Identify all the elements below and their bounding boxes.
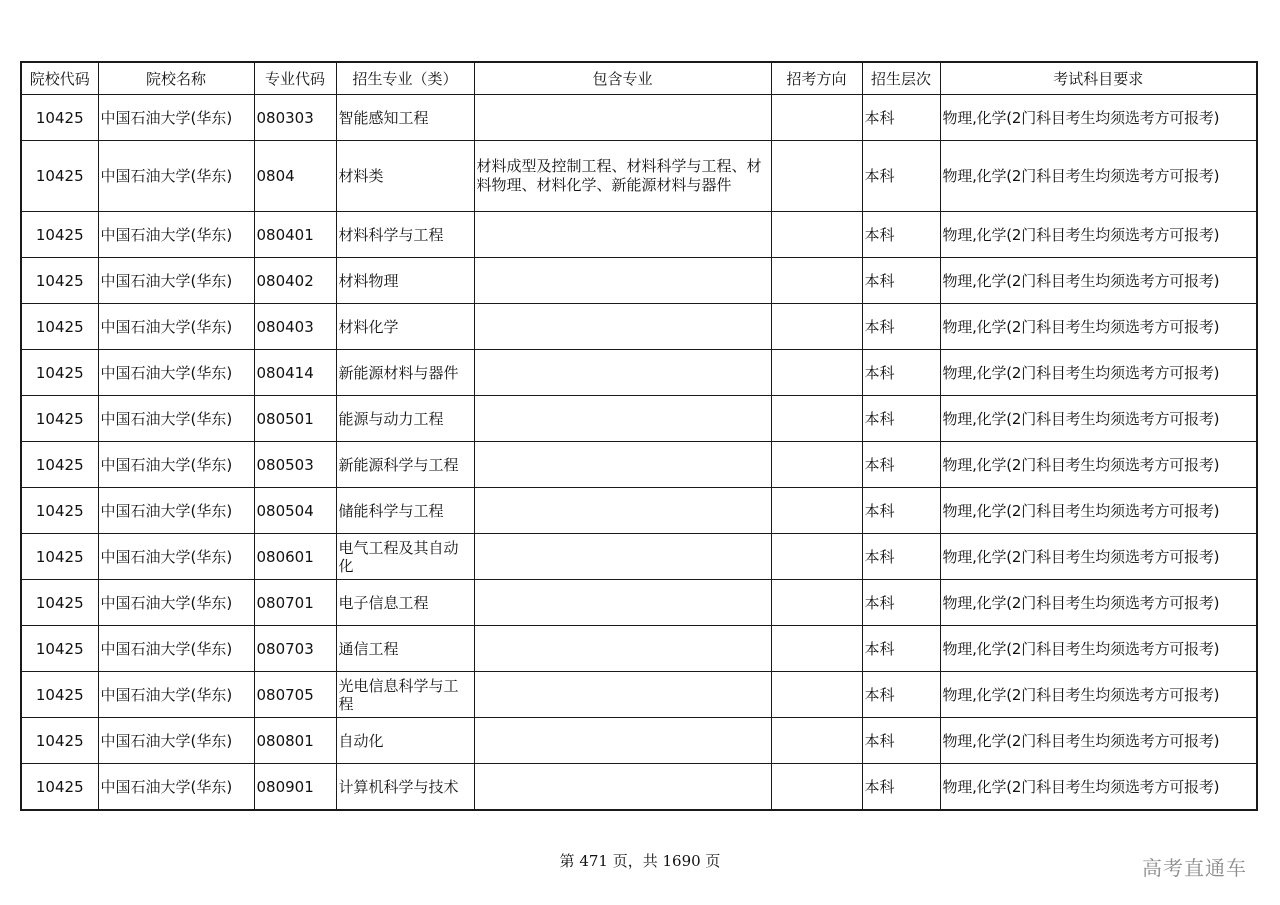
cell-major-code: 080901 <box>254 764 336 811</box>
cell-direction <box>771 258 862 304</box>
table-row <box>21 95 1257 141</box>
table-header-row <box>21 62 1257 95</box>
cell-school-name: 中国石油大学(华东) <box>98 672 254 718</box>
cell-included-majors: 材料成型及控制工程、材料科学与工程、材料物理、材料化学、新能源材料与器件 <box>474 141 771 212</box>
cell-school-code: 10425 <box>21 350 98 396</box>
table-row <box>21 212 1257 258</box>
cell-level: 本科 <box>862 626 940 672</box>
cell-subject-requirement: 物理,化学(2门科目考生均须选考方可报考) <box>940 304 1257 350</box>
cell-level: 本科 <box>862 141 940 212</box>
cell-school-code: 10425 <box>21 488 98 534</box>
cell-school-name: 中国石油大学(华东) <box>98 626 254 672</box>
cell-subject-requirement: 物理,化学(2门科目考生均须选考方可报考) <box>940 580 1257 626</box>
cell-major-code: 080701 <box>254 580 336 626</box>
cell-school-code: 10425 <box>21 141 98 212</box>
cell-subject-requirement: 物理,化学(2门科目考生均须选考方可报考) <box>940 258 1257 304</box>
cell-major: 光电信息科学与工程 <box>336 672 474 718</box>
cell-level: 本科 <box>862 258 940 304</box>
table-row <box>21 141 1257 212</box>
cell-included-majors <box>474 672 771 718</box>
cell-subject-requirement: 物理,化学(2门科目考生均须选考方可报考) <box>940 442 1257 488</box>
cell-included-majors <box>474 534 771 580</box>
cell-school-name: 中国石油大学(华东) <box>98 764 254 811</box>
cell-direction <box>771 350 862 396</box>
cell-included-majors <box>474 350 771 396</box>
cell-subject-requirement: 物理,化学(2门科目考生均须选考方可报考) <box>940 626 1257 672</box>
header-direction: 招考方向 <box>771 62 862 95</box>
cell-school-name: 中国石油大学(华东) <box>98 488 254 534</box>
cell-school-name: 中国石油大学(华东) <box>98 258 254 304</box>
cell-level: 本科 <box>862 442 940 488</box>
cell-direction <box>771 212 862 258</box>
header-level: 招生层次 <box>862 62 940 95</box>
cell-subject-requirement: 物理,化学(2门科目考生均须选考方可报考) <box>940 718 1257 764</box>
header-school-name: 院校名称 <box>98 62 254 95</box>
cell-direction <box>771 718 862 764</box>
cell-major-code: 080801 <box>254 718 336 764</box>
cell-direction <box>771 488 862 534</box>
table-row <box>21 304 1257 350</box>
table-row <box>21 626 1257 672</box>
cell-school-code: 10425 <box>21 534 98 580</box>
cell-included-majors <box>474 488 771 534</box>
header-major-code: 专业代码 <box>254 62 336 95</box>
cell-level: 本科 <box>862 672 940 718</box>
cell-major: 能源与动力工程 <box>336 396 474 442</box>
header-school-code: 院校代码 <box>21 62 98 95</box>
table-row <box>21 718 1257 764</box>
cell-school-code: 10425 <box>21 95 98 141</box>
cell-school-name: 中国石油大学(华东) <box>98 141 254 212</box>
cell-school-code: 10425 <box>21 672 98 718</box>
cell-major-code: 0804 <box>254 141 336 212</box>
cell-school-code: 10425 <box>21 442 98 488</box>
cell-major: 储能科学与工程 <box>336 488 474 534</box>
header-subject-requirement: 考试科目要求 <box>940 62 1257 95</box>
cell-included-majors <box>474 304 771 350</box>
cell-school-name: 中国石油大学(华东) <box>98 718 254 764</box>
cell-school-code: 10425 <box>21 764 98 811</box>
cell-included-majors <box>474 258 771 304</box>
cell-subject-requirement: 物理,化学(2门科目考生均须选考方可报考) <box>940 534 1257 580</box>
cell-school-code: 10425 <box>21 626 98 672</box>
cell-major: 电子信息工程 <box>336 580 474 626</box>
cell-level: 本科 <box>862 534 940 580</box>
cell-level: 本科 <box>862 396 940 442</box>
cell-subject-requirement: 物理,化学(2门科目考生均须选考方可报考) <box>940 764 1257 811</box>
cell-major: 材料类 <box>336 141 474 212</box>
admissions-table-container <box>20 61 1256 811</box>
table-body <box>21 95 1257 811</box>
table-row <box>21 488 1257 534</box>
header-major: 招生专业（类） <box>336 62 474 95</box>
cell-subject-requirement: 物理,化学(2门科目考生均须选考方可报考) <box>940 95 1257 141</box>
cell-subject-requirement: 物理,化学(2门科目考生均须选考方可报考) <box>940 350 1257 396</box>
cell-major-code: 080703 <box>254 626 336 672</box>
cell-major: 自动化 <box>336 718 474 764</box>
cell-major-code: 080501 <box>254 396 336 442</box>
cell-included-majors <box>474 95 771 141</box>
cell-major-code: 080504 <box>254 488 336 534</box>
cell-subject-requirement: 物理,化学(2门科目考生均须选考方可报考) <box>940 396 1257 442</box>
cell-direction <box>771 95 862 141</box>
cell-included-majors <box>474 442 771 488</box>
cell-school-code: 10425 <box>21 580 98 626</box>
cell-included-majors <box>474 718 771 764</box>
cell-major-code: 080705 <box>254 672 336 718</box>
cell-school-code: 10425 <box>21 396 98 442</box>
cell-school-code: 10425 <box>21 718 98 764</box>
cell-level: 本科 <box>862 212 940 258</box>
cell-direction <box>771 396 862 442</box>
cell-major: 电气工程及其自动化 <box>336 534 474 580</box>
cell-major: 材料科学与工程 <box>336 212 474 258</box>
cell-major: 新能源科学与工程 <box>336 442 474 488</box>
cell-school-name: 中国石油大学(华东) <box>98 95 254 141</box>
cell-direction <box>771 304 862 350</box>
cell-major-code: 080601 <box>254 534 336 580</box>
cell-school-code: 10425 <box>21 304 98 350</box>
cell-school-name: 中国石油大学(华东) <box>98 350 254 396</box>
admissions-table <box>20 61 1258 811</box>
cell-level: 本科 <box>862 580 940 626</box>
table-row <box>21 442 1257 488</box>
cell-level: 本科 <box>862 350 940 396</box>
cell-included-majors <box>474 212 771 258</box>
cell-direction <box>771 580 862 626</box>
cell-major-code: 080402 <box>254 258 336 304</box>
cell-direction <box>771 626 862 672</box>
cell-direction <box>771 672 862 718</box>
cell-major-code: 080503 <box>254 442 336 488</box>
cell-major: 新能源材料与器件 <box>336 350 474 396</box>
cell-school-name: 中国石油大学(华东) <box>98 396 254 442</box>
table-row <box>21 764 1257 811</box>
cell-level: 本科 <box>862 95 940 141</box>
cell-included-majors <box>474 626 771 672</box>
table-row <box>21 258 1257 304</box>
cell-included-majors <box>474 764 771 811</box>
cell-level: 本科 <box>862 718 940 764</box>
table-row <box>21 350 1257 396</box>
table-row <box>21 534 1257 580</box>
cell-major: 智能感知工程 <box>336 95 474 141</box>
cell-major: 计算机科学与技术 <box>336 764 474 811</box>
cell-major-code: 080403 <box>254 304 336 350</box>
cell-direction <box>771 141 862 212</box>
cell-subject-requirement: 物理,化学(2门科目考生均须选考方可报考) <box>940 672 1257 718</box>
cell-major: 材料物理 <box>336 258 474 304</box>
header-included-majors: 包含专业 <box>474 62 771 95</box>
cell-subject-requirement: 物理,化学(2门科目考生均须选考方可报考) <box>940 488 1257 534</box>
cell-school-name: 中国石油大学(华东) <box>98 442 254 488</box>
cell-school-code: 10425 <box>21 212 98 258</box>
cell-direction <box>771 764 862 811</box>
cell-major: 通信工程 <box>336 626 474 672</box>
cell-school-name: 中国石油大学(华东) <box>98 304 254 350</box>
cell-direction <box>771 534 862 580</box>
cell-school-name: 中国石油大学(华东) <box>98 212 254 258</box>
cell-school-name: 中国石油大学(华东) <box>98 534 254 580</box>
cell-major: 材料化学 <box>336 304 474 350</box>
cell-level: 本科 <box>862 488 940 534</box>
cell-level: 本科 <box>862 304 940 350</box>
page-number: 第 471 页，共 1690 页 <box>559 852 721 870</box>
cell-subject-requirement: 物理,化学(2门科目考生均须选考方可报考) <box>940 212 1257 258</box>
watermark-logo-text: 高考直通车 <box>1142 856 1247 880</box>
cell-included-majors <box>474 580 771 626</box>
cell-school-code: 10425 <box>21 258 98 304</box>
table-row <box>21 396 1257 442</box>
cell-major-code: 080303 <box>254 95 336 141</box>
cell-major-code: 080414 <box>254 350 336 396</box>
cell-subject-requirement: 物理,化学(2门科目考生均须选考方可报考) <box>940 141 1257 212</box>
table-row <box>21 672 1257 718</box>
cell-school-name: 中国石油大学(华东) <box>98 580 254 626</box>
cell-included-majors <box>474 396 771 442</box>
cell-major-code: 080401 <box>254 212 336 258</box>
cell-direction <box>771 442 862 488</box>
cell-level: 本科 <box>862 764 940 811</box>
table-row <box>21 580 1257 626</box>
